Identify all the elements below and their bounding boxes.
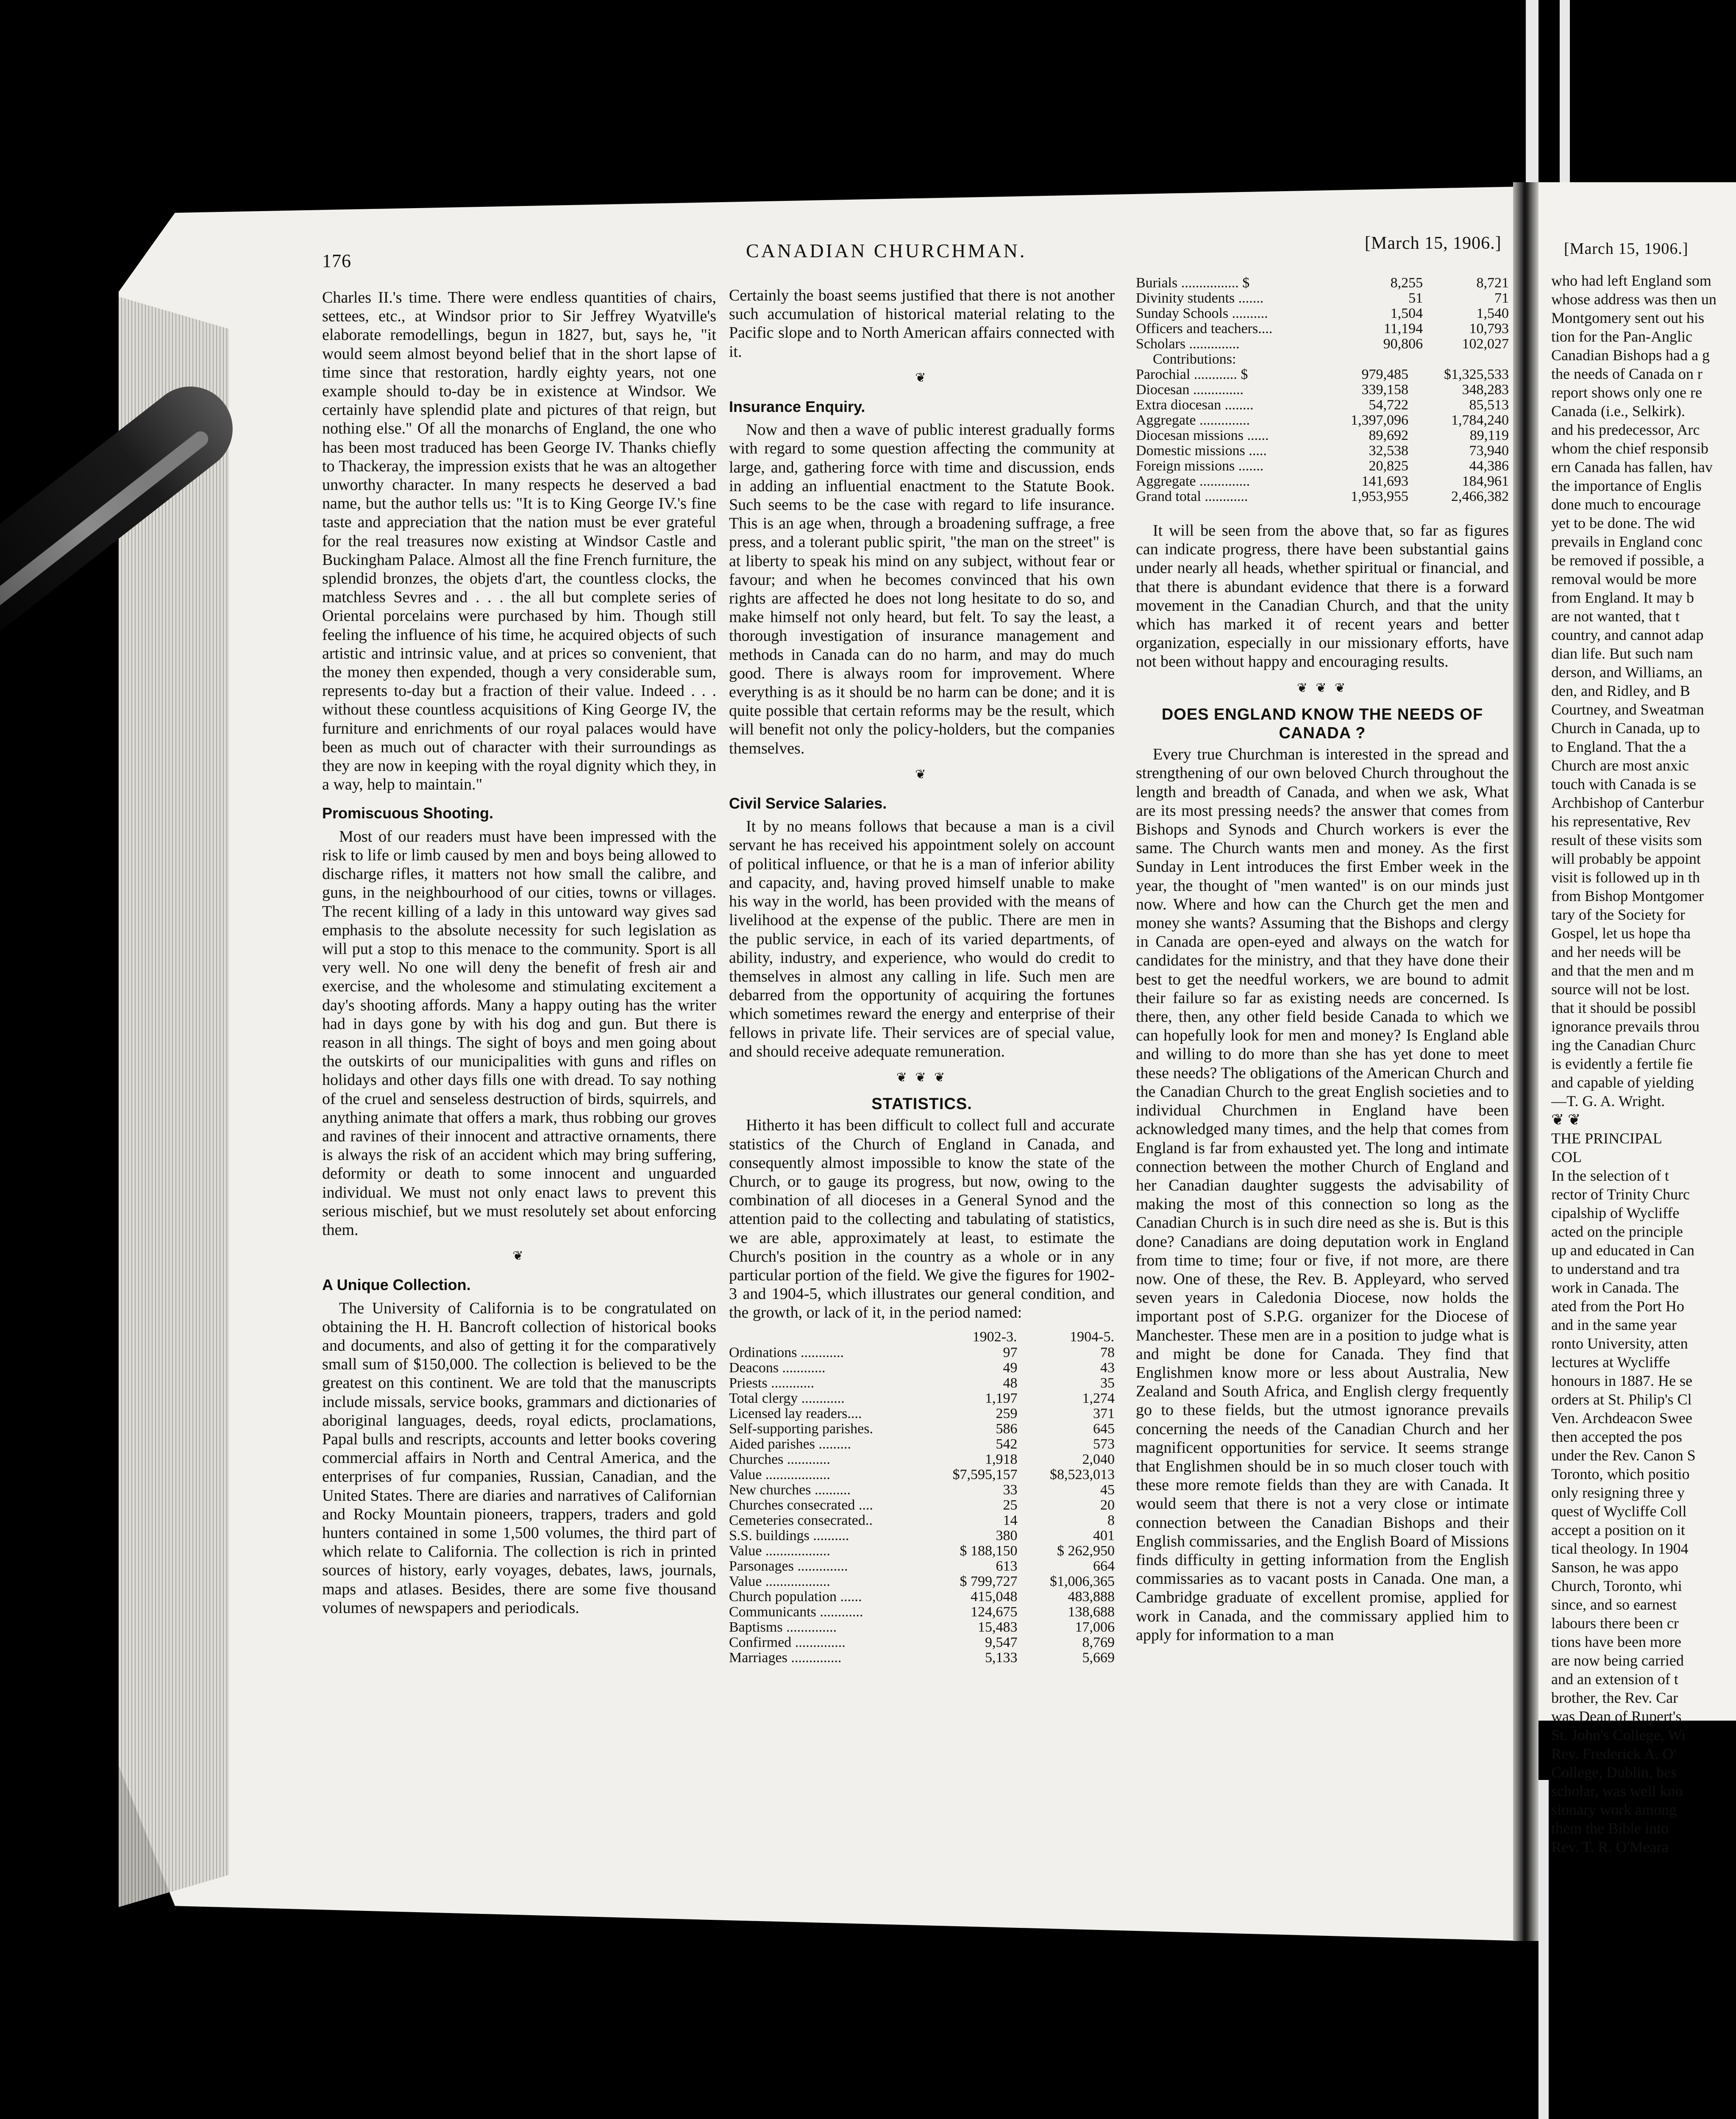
cell-value: 73,940 (1469, 443, 1509, 459)
table-row (729, 1513, 1115, 1528)
right-page-line: tary of the Society for (1551, 906, 1685, 923)
table-row (729, 1589, 1115, 1605)
right-page-line: Montgomery sent out his (1551, 309, 1704, 326)
section-ornament: ❦ (915, 370, 929, 385)
right-page-line: —T. G. A. Wright. (1551, 1093, 1665, 1110)
column-header: 1904-5. (1070, 1329, 1114, 1345)
section-ornament: ❦ ❦ ❦ (1296, 681, 1348, 695)
table-row (729, 1543, 1115, 1559)
right-page-line: acted on the principle (1551, 1223, 1683, 1240)
right-page-line: Toronto, which positio (1551, 1466, 1690, 1482)
cell-value: $ 188,150 (960, 1543, 1018, 1559)
row-label: Domestic missions ..... (1136, 443, 1267, 459)
table-row (1136, 306, 1509, 321)
right-page-line: ated from the Port Ho (1551, 1298, 1684, 1315)
right-page-line: country, and cannot adap (1551, 626, 1704, 643)
cell-value: 85,513 (1469, 397, 1509, 413)
row-label: Priests ............ (729, 1375, 815, 1391)
table-row (729, 1528, 1115, 1543)
book-gutter (1513, 182, 1538, 1941)
cell-value: 14 (1003, 1512, 1018, 1528)
table-row (1136, 443, 1509, 459)
column-3 (1136, 275, 1509, 1644)
row-label: Total clergy ............ (729, 1390, 845, 1406)
right-page-line: Canada (i.e., Selkirk). (1551, 403, 1685, 420)
right-page-line: ❦ ❦ (1551, 1111, 1581, 1128)
right-page-line: visit is followed up in th (1551, 869, 1700, 886)
right-page-line: sionary work among (1551, 1801, 1677, 1818)
cell-value: 2,466,382 (1451, 489, 1509, 504)
row-label: Communicants ............ (729, 1604, 863, 1620)
cell-value: 586 (996, 1421, 1018, 1437)
right-page-line: that it should be possibl (1551, 999, 1696, 1016)
table-row (1136, 474, 1509, 489)
cell-value: $ 799,727 (960, 1573, 1018, 1589)
right-page-line: College, Dublin, bes (1551, 1764, 1677, 1781)
right-page-line: and an extension of t (1551, 1671, 1678, 1688)
right-page-line: are now being carried (1551, 1652, 1684, 1669)
table-row (729, 1376, 1115, 1391)
right-page-line: whose address was then un (1551, 291, 1717, 308)
right-page-line: whom the chief responsib (1551, 440, 1708, 457)
table-header-row (729, 1329, 1115, 1345)
right-page-line: work in Canada. The (1551, 1279, 1679, 1296)
row-label: Churches consecrated .... (729, 1497, 873, 1513)
right-page-line: dian life. But such nam (1551, 645, 1693, 662)
right-page-line: to England. That the a (1551, 738, 1686, 755)
row-label: Deacons ............ (729, 1360, 826, 1376)
row-label: Value .................. (729, 1573, 830, 1589)
cell-value: $1,325,533 (1444, 367, 1509, 382)
row-label: Scholars .............. (1136, 336, 1240, 352)
section-ornament: ❦ ❦ ❦ (896, 1070, 948, 1085)
table-row (1136, 459, 1509, 474)
cell-value: 43 (1100, 1360, 1115, 1376)
row-label: Sunday Schools .......... (1136, 306, 1268, 321)
cell-value: 89,119 (1469, 428, 1509, 443)
right-page-line: Gospel, let us hope tha (1551, 925, 1691, 942)
right-page-line: ing the Canadian Churc (1551, 1037, 1696, 1054)
right-page-line: ern Canada has fallen, hav (1551, 459, 1713, 476)
table-row (729, 1437, 1115, 1452)
row-label: Parochial ............ $ (1136, 367, 1248, 382)
right-page-line: COL (1551, 1148, 1582, 1165)
right-page-line: St. John's College, Wi (1551, 1727, 1686, 1744)
cell-value: 97 (1003, 1344, 1018, 1360)
scan-border-strip (1526, 0, 1538, 182)
table-row (729, 1574, 1115, 1589)
right-page-line: and his predecessor, Arc (1551, 421, 1700, 438)
row-label: Diocesan missions ...... (1136, 428, 1269, 443)
row-label: Divinity students ....... (1136, 290, 1264, 306)
right-page-line: den, and Ridley, and B (1551, 682, 1690, 699)
row-label: Aggregate .............. (1136, 412, 1250, 428)
right-page-line: from England. It may b (1551, 589, 1694, 606)
cell-value: 1,274 (1082, 1390, 1115, 1406)
cell-value: $8,523,013 (1050, 1466, 1115, 1482)
cell-value: 78 (1100, 1344, 1115, 1360)
right-page-line: derson, and Williams, an (1551, 664, 1703, 681)
cell-value: 49 (1003, 1360, 1018, 1376)
page-number: 176 (322, 250, 351, 271)
collection-paragraph: The University of California is to be congratulated on obtaining the H. H. Bancroft collection of historical books and documents, and also of getting it for the comparatively small sum of $150,000. The collection is believed to be the greatest on this continent. We are told that the manuscripts include missals, service books, grammars and dictionaries of aboriginal languages, deeds, royal edicts, proclamations, Papal bulls and rescripts, accounts and letter books covering commercial affairs in North and Central America, and the enterprises of fur companies, Russian, Canadian, and the United States. There are diaries and narratives of Californian and Rocky Mountain pioneers, trappers, traders and gold hunters contained in some 1,500 volumes, the third part of which relate to California. The collection is rich in printed sources of history, early voyages, debates, laws, journals, maps and atlases. Besides, there are some five thousand volumes of newspapers and periodicals. (322, 1299, 716, 1617)
heading-statistics: STATISTICS. (871, 1095, 972, 1113)
table-row (1136, 428, 1509, 443)
cell-value: 1,784,240 (1451, 412, 1509, 428)
row-label: Licensed lay readers.... (729, 1405, 862, 1421)
right-page-line: Canadian Bishops had a g (1551, 347, 1710, 364)
row-label: Confirmed .............. (729, 1634, 846, 1650)
cell-value: 51 (1408, 290, 1423, 306)
cell-value: 1,397,096 (1351, 412, 1409, 428)
cell-value: 8,721 (1476, 275, 1509, 291)
windsor-paragraph: Charles II.'s time. There were endless quantities of chairs, settees, etc., at Windsor prior to Sir Jeffrey Wyatville's elaborate remodellings, begun in 1827, but, says he, "it would seem almost beyond belief that in the short lapse of time since that restoration, hardly eighty years, not one example should to-day be in existence at Windsor. We certainly have splendid plate and pictures of that reign, but nothing else." Of all the monarchs of England, the one who has been most traduced has been George IV. Thanks chiefly to Thackeray, the impression exists that he was an altogether unworthy character. In many respects he deserved a bad name, but the author tells us: "It is to King George IV.'s fine taste and appreciation that the nation must be ever grateful for the real treasures now existing at Windsor Castle and Buckingham Palace. Almost all the fine French furniture, the splendid bronzes, the objets d'art, the countless clocks, the matchless Sevres and . . . the all but complete series of Oriental porcelains were purchased by him. Though still feeling the influence of his time, he acquired objects of such artistic and intrinsic value, and at prices so convenient, that the money then expended, though a very considerable sum, represents to-day but a fraction of their value. Indeed . . . without these countless acquisitions of King George IV, the furniture and enrichments of our royal palaces would have been as much out of character with their surroundings as they are now in keeping with the royal dignity which they, in a way, help to maintain." (322, 289, 716, 794)
right-page-line: In the selection of t (1551, 1167, 1669, 1184)
masthead: CANADIAN CHURCHMAN. (746, 240, 1027, 261)
right-page-line: then accepted the pos (1551, 1428, 1682, 1445)
cell-value: 11,194 (1383, 321, 1423, 336)
right-page-line: and capable of yielding (1551, 1074, 1694, 1091)
table-row (729, 1482, 1115, 1498)
statistics-conclusion: It will be seen from the above that, so far as figures can indicate progress, there have been substantial gains under nearly all heads, whether spiritual or financial, and that there is abundant evidence that there is a forward movement in the Canadian Church, and that the unity which has marked it of recent years and better organization, especially in our missionary efforts, have not been without happy and encouraging results. (1136, 522, 1509, 671)
right-page-column (1551, 271, 1736, 1856)
cell-value: 613 (996, 1558, 1018, 1574)
column-2 (729, 286, 1115, 1666)
right-page-line: THE PRINCIPAL (1551, 1130, 1662, 1147)
row-label: Burials ................ $ (1136, 275, 1250, 291)
cell-value: 339,158 (1361, 382, 1409, 398)
right-page-line: quest of Wycliffe Coll (1551, 1503, 1687, 1520)
right-page-line: is evidently a fertile fie (1551, 1055, 1693, 1072)
right-page-line: Courtney, and Sweatman (1551, 701, 1704, 718)
cell-value: 401 (1093, 1527, 1115, 1543)
right-page-line: are not wanted, that t (1551, 608, 1680, 625)
cell-value: 1,918 (985, 1451, 1018, 1467)
cell-value: 184,961 (1462, 473, 1509, 489)
right-page-line: tions have been more (1551, 1633, 1681, 1650)
cell-value: 1,953,955 (1351, 489, 1409, 504)
statistics-table (729, 1329, 1115, 1666)
row-label: Officers and teachers.... (1136, 321, 1273, 336)
right-page-line: ronto University, atten (1551, 1335, 1688, 1352)
row-label: S.S. buildings .......... (729, 1527, 849, 1543)
cell-value: 1,540 (1476, 306, 1509, 321)
table-row (729, 1650, 1115, 1666)
cell-value: 5,133 (985, 1649, 1018, 1666)
table-row (729, 1391, 1115, 1406)
heading-england-needs-2: CANADA ? (1279, 724, 1366, 742)
right-page-line: done much to encourage (1551, 496, 1701, 513)
row-label: New churches .......... (729, 1482, 851, 1498)
right-page-line: and in the same year (1551, 1316, 1677, 1333)
right-page-line: accept a position on it (1551, 1521, 1685, 1538)
row-label: Parsonages .............. (729, 1558, 848, 1574)
cell-value: 9,547 (985, 1634, 1018, 1650)
scan-border-strip (1538, 1780, 1549, 2119)
table-row (729, 1498, 1115, 1513)
cell-value: 20,825 (1369, 458, 1409, 474)
right-page-line: to understand and tra (1551, 1260, 1680, 1277)
row-label: Extra diocesan ........ (1136, 397, 1254, 413)
statistics-table-continued (1136, 275, 1509, 352)
right-page-line: orders at St. Philip's Cl (1551, 1391, 1692, 1408)
heading-insurance-enquiry: Insurance Enquiry. (729, 398, 865, 416)
cell-value: 33 (1003, 1482, 1018, 1498)
right-page-line: report shows only one re (1551, 384, 1702, 401)
table-row (729, 1559, 1115, 1574)
book-fore-edge (119, 297, 229, 1907)
right-page-line: brother, the Rev. Car (1551, 1689, 1678, 1706)
cell-value: 542 (996, 1436, 1018, 1452)
row-label: Marriages .............. (729, 1649, 842, 1666)
cell-value: 2,040 (1082, 1451, 1115, 1467)
cell-value: 259 (996, 1405, 1018, 1421)
heading-unique-collection: A Unique Collection. (322, 1276, 471, 1294)
heading-promiscuous-shooting: Promiscuous Shooting. (322, 804, 494, 822)
row-label: Cemeteries consecrated.. (729, 1512, 873, 1528)
contributions-table (1136, 367, 1509, 504)
right-page-line: was Dean of Rupert's (1551, 1708, 1682, 1725)
heading-england-needs: DOES ENGLAND KNOW THE NEEDS OF (1161, 705, 1483, 723)
section-ornament: ❦ (512, 1249, 526, 1263)
right-page-line: rector of Trinity Churc (1551, 1186, 1690, 1203)
row-label: Grand total ............ (1136, 489, 1248, 504)
cell-value: 141,693 (1361, 473, 1409, 489)
cell-value: 8,255 (1390, 275, 1423, 291)
right-page-line: yet to be done. The wid (1551, 514, 1695, 531)
cell-value: 15,483 (977, 1619, 1018, 1635)
cell-value: 415,048 (970, 1588, 1018, 1605)
row-label: Baptisms .............. (729, 1619, 837, 1635)
cell-value: 35 (1100, 1375, 1115, 1391)
right-page-line: and that the men and m (1551, 962, 1694, 979)
right-page-line: Church, Toronto, whi (1551, 1577, 1682, 1594)
cell-value: 380 (996, 1527, 1018, 1543)
cell-value: 645 (1093, 1421, 1115, 1437)
cell-value: 1,197 (985, 1390, 1018, 1406)
right-page-line: tion for the Pan-Anglic (1551, 328, 1692, 345)
right-page-line: tical theology. In 1904 (1551, 1540, 1689, 1557)
table-row (729, 1452, 1115, 1467)
table-row (729, 1421, 1115, 1437)
right-page-line: source will not be lost. (1551, 981, 1690, 998)
row-label: Aggregate .............. (1136, 473, 1250, 489)
right-page-line: will probably be appoint (1551, 850, 1701, 867)
table-row (1136, 413, 1509, 428)
cell-value: $7,595,157 (952, 1466, 1018, 1482)
right-page-line: Archbishop of Canterbur (1551, 794, 1704, 811)
right-page-line: Rev. T. R. O'Meara (1551, 1838, 1669, 1855)
table-row (1136, 321, 1509, 336)
cell-value: 573 (1093, 1436, 1115, 1452)
right-page-line: and her needs will be (1551, 943, 1681, 960)
cell-value: 17,006 (1075, 1619, 1115, 1635)
row-label: Value .................. (729, 1466, 830, 1482)
row-label: Diocesan .............. (1136, 382, 1244, 398)
right-page-line: the importance of Englis (1551, 477, 1702, 494)
collection-continuation: Certainly the boast seems justified that there is not another such accumulation of historical material relating to the Pacific slope and to North American affairs connected with it. (729, 286, 1115, 361)
table-row (729, 1406, 1115, 1421)
cell-value: 45 (1100, 1482, 1115, 1498)
right-page-line: cipalship of Wycliffe (1551, 1204, 1680, 1221)
right-page-line: Sanson, he was appo (1551, 1559, 1678, 1576)
right-page-line: who had left England som (1551, 272, 1711, 289)
table-row (1136, 398, 1509, 413)
right-page-line: be removed if possible, a (1551, 552, 1704, 569)
table-row (729, 1467, 1115, 1482)
right-page-line: prevails in England conc (1551, 533, 1703, 550)
cell-value: 25 (1003, 1497, 1018, 1513)
right-page-line: only resigning three y (1551, 1484, 1685, 1501)
right-page-line: result of these visits som (1551, 831, 1702, 848)
heading-civil-service: Civil Service Salaries. (729, 795, 887, 812)
table-row (1136, 489, 1509, 504)
right-page-line: from Bishop Montgomer (1551, 887, 1704, 904)
table-row (1136, 367, 1509, 382)
table-row (729, 1605, 1115, 1620)
right-page-line: Ven. Archdeacon Swee (1551, 1410, 1692, 1427)
right-page-line: scholar, was well kno (1551, 1783, 1683, 1799)
table-row (1136, 382, 1509, 398)
right-page-line: lectures at Wycliffe (1551, 1354, 1670, 1371)
england-paragraph: Every true Churchman is interested in the spread and strengthening of our own beloved Church throughout the length and breadth of Canada, and when we ask, What are its most pressing needs? the answer that comes from Bishops and Synods and Church workers is ever the same. The Church wants men and money. As the first Sunday in Lent introduces the first Ember week in the year, the thought of "men wanted" is on our minds just now. Where and how can the Church get the men and money she wants? Assuming that the Bishops and clergy in Canada are open-eyed and always on the watch for candidates for the ministry, and that they have done their best to get the needful workers, we are bound to admit their failure so far as existing needs are concerned. Is there, then, any other field beside Canada to which we can hopefully look for men and money? Is England able and willing to do more than she has yet done to meet these needs? The obligations of the American Church and the Canadian Church to the great English societies and to individual Churchmen in England have been acknowledged many times, and the help that comes from England is far from exhausted yet. The long and intimate connection between the mother Church of England and her Canadian daughter suggests the advisability of making the most of this connection so long as the Canadian Church is in such dire need as she is. But is this done? Canadians are doing deputation work in England from time to time; four or five, if not more, are there now. One of these, the Rev. B. Appleyard, who served seven years in Caledonia Diocese, now holds the important post of S.P.G. organizer for the Diocese of Manchester. These men are in a position to judge what is and might be done for Canada. They find that Englishmen know more or less about Australia, New Zealand and South Africa, and English clergy frequently go to these fields, but the utmost ignorance prevails concerning the needs of the Canadian Church and her magnificent opportunities for service. It seems strange that Englishmen should be in so much closer touch with these more remote fields than they are with Canada. It would seem that there is not a very close or intimate connection between the Canadian Bishops and their English commissaries, and the English Board of Missions finds difficulty in getting information from the English commissaries as to vacant posts in Canada. One man, a Cambridge graduate of excellent promise, applied for work in Canada, and the commissary applied him to apply for information to a man (1136, 745, 1509, 1644)
right-page-line: under the Rev. Canon S (1551, 1447, 1696, 1464)
row-label: Foreign missions ....... (1136, 458, 1264, 474)
right-page-line: labours there been cr (1551, 1615, 1679, 1632)
right-page-line: them the Bible into (1551, 1820, 1669, 1837)
table-row (729, 1360, 1115, 1376)
cell-value: 89,692 (1369, 428, 1409, 443)
cell-value: 8 (1107, 1512, 1115, 1528)
cell-value: 1,504 (1390, 306, 1423, 321)
cell-value: 979,485 (1361, 367, 1409, 382)
cell-value: 102,027 (1462, 336, 1509, 352)
right-page-line: the needs of Canada on r (1551, 365, 1703, 382)
right-page-line: ignorance prevails throu (1551, 1018, 1700, 1035)
civil-service-paragraph: It by no means follows that because a man is a civil servant he has received his appointment solely on account of political influence, or that he is a man of inferior ability and capacity, and, having proved himself unable to make his way in the world, has been provided with the means of livelihood at the expense of the public. There are men in the public service, in each of its varied departments, of ability, industry, and experience, who would do credit to themselves in almost any calling in life. Such men are debarred from the opportunity of acquiring the fortunes which sometimes reward the energy and enterprise of their fellows in private life. Their services are of special value, and should receive adequate remuneration. (729, 818, 1115, 1060)
row-label: Self-supporting parishes. (729, 1421, 873, 1437)
right-page-line: touch with Canada is se (1551, 776, 1696, 793)
right-page-date: [March 15, 1906.] (1564, 240, 1689, 258)
statistics-paragraph: Hitherto it has been difficult to collect full and accurate statistics of the Church of England in Canada, and consequently almost impossible to know the state of the Church, or to gauge its progress, but now, owing to the combination of all dioceses in a General Synod and the attention paid to the collecting and tabulating of statistics, we are able, approximately at least, to estimate the Church's position in the country as a whole or in any particular portion of the field. We give the figures for 1902-3 and 1904-5, which illustrates our general condition, and the growth, or lack of it, in the period named: (729, 1116, 1115, 1322)
insurance-paragraph: Now and then a wave of public interest gradually forms with regard to some question affecting the community at large, and, gathering force with time and discussion, ends in adding an influential enactment to the Statute Book. Such seems to be the case with regard to life insurance. This is an age when, through a broadening suffrage, a free press, and a tolerant public spirit, "the man on the street" is at liberty to speak his mind on any subject, without fear or favour; and when he becomes convinced that his own rights are affected he does not long hesitate to do so, and make himself not only heard, but felt. To say the least, a thorough investigation of insurance management and methods in Canada can do no harm, and may do much good. There is always room for improvement. Where everything is as it should be no harm can be done; and it is quite possible that certain reforms may be the result, which will benefit not only the policy-holders, but the companies themselves. (729, 421, 1115, 757)
cell-value: 48 (1003, 1375, 1018, 1391)
section-ornament: ❦ (915, 767, 929, 781)
shooting-paragraph: Most of our readers must have been impressed with the risk to life or limb caused by men and boys being allowed to discharge rifles, it matters not how small the calibre, and guns, in the neighbourhood of our cities, towns or villages. The recent killing of a lady in this untoward way gives sad emphasis to the absolute necessity for such legislation as will put a stop to this menace to the community. Sport is all very well. No one will deny the benefit of fresh air and exercise, and the wholesome and stimulating excitement a day's shooting affords. Many a happy outing has the writer had in days gone by with his dog and gun. But there is reason in all things. The sight of boys and men going about the outskirts of our municipalities with guns and rifles on holidays and other days fills one with dread. To say nothing of the cruel and senseless destruction of birds, squirrels, and anything animate that offers a mark, thus robbing our groves and ravines of their innocent and attractive ornaments, there is always the risk of an accident which may bring suffering, deformity or death to some innocent and unguarded individual. We must not only enact laws to prevent this serious mischief, but we must resolutely set about enforcing them. (322, 827, 716, 1239)
cell-value: 483,888 (1068, 1588, 1115, 1605)
cell-value: 8,769 (1082, 1634, 1115, 1650)
cell-value: 664 (1093, 1558, 1115, 1574)
row-label: Churches ............ (729, 1451, 830, 1467)
row-label: Ordinations ............ (729, 1344, 844, 1360)
right-page-line: up and educated in Can (1551, 1242, 1694, 1259)
right-page-line: Church in Canada, up to (1551, 720, 1700, 737)
table-row (729, 1635, 1115, 1650)
row-label: Aided parishes ......... (729, 1436, 851, 1452)
right-page-line: honours in 1887. He se (1551, 1372, 1692, 1389)
cell-value: 54,722 (1369, 397, 1409, 413)
right-page-line: removal would be more (1551, 570, 1697, 587)
cell-value: 44,386 (1469, 458, 1509, 474)
cell-value: 90,806 (1383, 336, 1423, 352)
issue-date: [March 15, 1906.] (1365, 234, 1502, 253)
cell-value: 138,688 (1068, 1604, 1115, 1620)
cell-value: 371 (1093, 1405, 1115, 1421)
table-row (1136, 275, 1509, 291)
cell-value: $1,006,365 (1050, 1573, 1115, 1589)
cell-value: 71 (1494, 290, 1509, 306)
row-label: Value .................. (729, 1543, 830, 1559)
right-page-line: his representative, Rev (1551, 813, 1691, 830)
table-row (1136, 291, 1509, 306)
row-label: Church population ...... (729, 1588, 862, 1605)
right-page-line: since, and so earnest (1551, 1596, 1677, 1613)
cell-value: 124,675 (970, 1604, 1018, 1620)
table-row (729, 1345, 1115, 1360)
cell-value: 5,669 (1082, 1649, 1115, 1666)
cell-value: 348,283 (1462, 382, 1509, 398)
cell-value: 10,793 (1469, 321, 1509, 336)
cell-value: 20 (1100, 1497, 1115, 1513)
cell-value: $ 262,950 (1057, 1543, 1115, 1559)
contributions-label: Contributions: (1153, 351, 1236, 367)
right-page-line: Rev. Frederick A. O' (1551, 1745, 1677, 1762)
cell-value: 32,538 (1369, 443, 1409, 459)
column-1 (322, 288, 716, 1617)
table-row (729, 1620, 1115, 1635)
column-header: 1902-3. (972, 1329, 1017, 1345)
table-row (1136, 336, 1509, 352)
right-page-line: Church are most anxic (1551, 757, 1689, 774)
